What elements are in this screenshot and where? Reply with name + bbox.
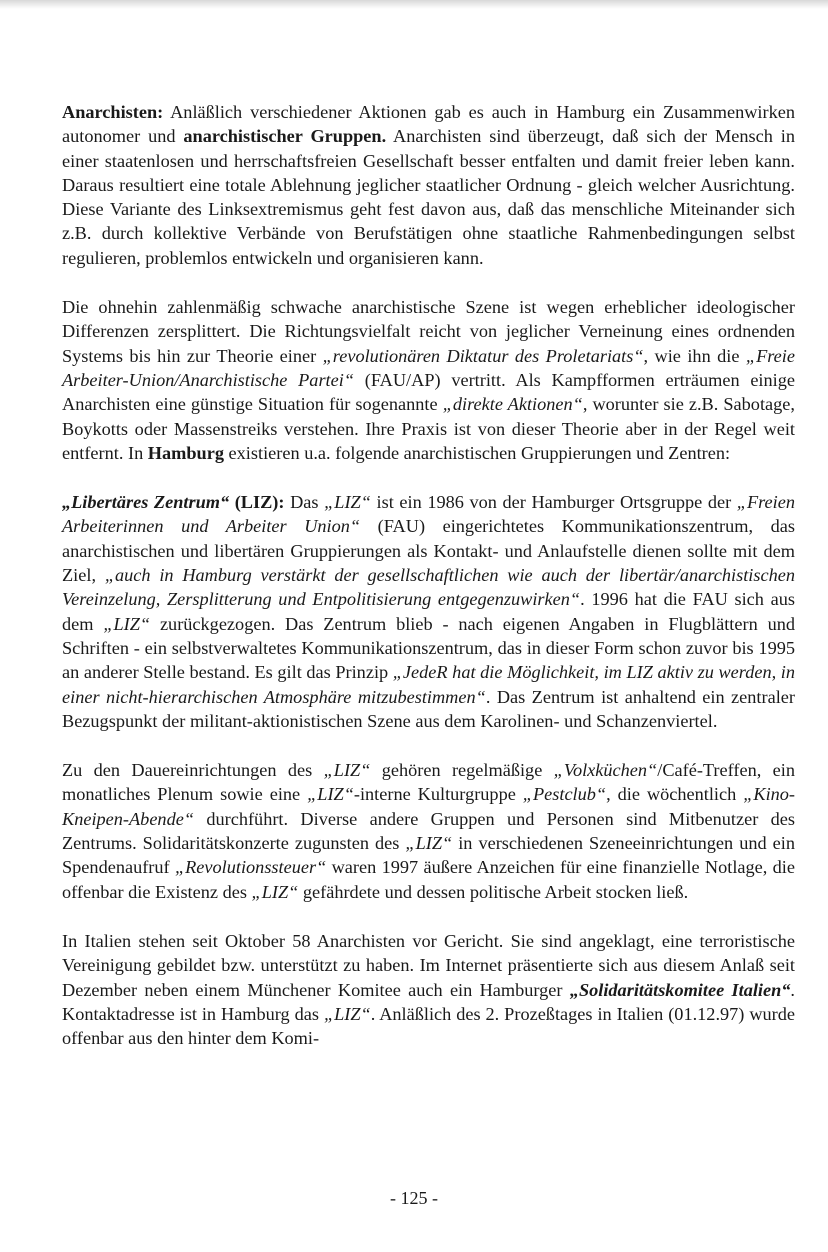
liz-segment: . Das Zentrum ist anhaltend ein zentraler Bezugspunkt der militant-aktionistischen Szene aus dem Karolinen- und Schanzenviertel. [62, 686, 795, 731]
szene-segment: , worunter sie z.B. Sabotage, Boykotts oder Massenstreiks verstehen. Ihre Praxis ist von dieser Theorie aber in der Regel weit entfernt. In [62, 394, 795, 463]
page-number: - 125 - [390, 1188, 438, 1208]
italien-segment: . Kontaktadresse ist in Hamburg das [62, 979, 795, 1024]
dauereinrichtungen-segment: durchführt. Diverse andere Gruppen und Personen sind Mitbenutzer des Zentrums. Solidaritätskonzerte zugunsten des [62, 808, 795, 854]
dauereinrichtungen-segment: „Kino-Kneipen-Abende“ [62, 784, 796, 829]
italien-segment: . Anläßlich des 2. Prozeßtages in Italien (01.12.97) wurde offenbar aus den hinter dem Komi- [62, 1003, 796, 1049]
dauereinrichtungen-segment: gefährdete und dessen politische Arbeit stocken ließ. [298, 881, 689, 902]
liz-segment: . 1996 hat die FAU sich aus dem [62, 589, 795, 634]
dauereinrichtungen-segment: , die wöchentlich [606, 784, 744, 805]
liz-segment: „Libertäres Zentrum“ [62, 492, 230, 513]
anarchisten-segment: Anläßlich verschiedener Aktionen gab es auch in Hamburg ein Zusammenwirken autonomer und [62, 102, 795, 147]
dauereinrichtungen-segment: -interne Kulturgruppe [353, 784, 523, 805]
liz-segment: ist ein 1986 von der Hamburger Ortsgruppe der [370, 492, 737, 513]
document-page [62, 100, 795, 1075]
liz-segment: zurückgezogen. Das Zentrum blieb - nach eigenen Angaben in Flugblättern und Schriften - ein selbstverwaltetes Kommunikationszentrum, das in dieser Form schon zuvor bis 1995 an anderer Stelle bestand. Es gilt das Prinzip [62, 613, 795, 683]
paragraph-italien [62, 929, 795, 1050]
dauereinrichtungen-segment: „LIZ“ [307, 784, 354, 805]
anarchisten-segment: Anarchisten sind überzeugt, daß sich der Mensch in einer staatenlosen und herrschaftsfreien Gesellschaft besser entfalten und damit freier leben kann. Daraus resultiert eine totale Ablehnung jeglicher staatlicher Ordnung - gleich welcher Ausrichtung. Diese Variante des Linksextremismus geht fest davon aus, daß das menschliche Miteinander sich z.B. durch kollektive Verbände von Berufstätigen ohne staatliche Rahmenbedingungen selbst regulieren, problemlos entwickeln und organisieren kann. [62, 126, 795, 268]
dauereinrichtungen-segment: „Volxküchen“ [553, 760, 658, 781]
szene-segment: „direkte Aktionen“ [442, 394, 583, 415]
liz-segment: „LIZ“ [324, 492, 371, 513]
dauereinrichtungen-segment: /Café-Treffen, ein monatliches Plenum sowie eine [62, 760, 795, 805]
szene-segment: „Freie Arbeiter-Union/Anarchistische Partei“ [62, 345, 795, 390]
italien-segment: In Italien stehen seit Oktober 58 Anarchisten vor Gericht. Sie sind angeklagt, eine terroristische Vereinigung gebildet bzw. unterstützt zu haben. Im Internet präsentierte sich aus diesem Anlaß seit Dezember neben einem Münchener Komitee auch ein Hamburger [62, 930, 795, 1000]
liz-segment: „JedeR hat die Möglichkeit, im LIZ aktiv zu werden, in einer nicht-hierarchischen Atmosphäre mitzubestimmen“ [62, 662, 796, 707]
dauereinrichtungen-segment: „Pestclub“ [522, 784, 607, 805]
paragraph-dauereinrichtungen [62, 758, 795, 904]
anarchisten-segment: anarchistischer Gruppen. [183, 126, 387, 147]
paragraph-szene [62, 295, 795, 465]
liz-segment: „Freien Arbeiterinnen und Arbeiter Union“ [62, 492, 795, 537]
dauereinrichtungen-segment: „Revolutionssteuer“ [174, 857, 327, 878]
dauereinrichtungen-segment: „LIZ“ [251, 881, 299, 902]
liz-segment: (LIZ): [229, 492, 285, 513]
dauereinrichtungen-segment: in verschiedenen Szeneeinrichtungen und ein Spendenaufruf [62, 833, 795, 878]
szene-segment: Hamburg [147, 442, 224, 463]
liz-segment: „LIZ“ [103, 613, 151, 634]
dauereinrichtungen-segment: Zu den Dauereinrichtungen des [62, 760, 324, 781]
scan-top-edge [0, 0, 828, 9]
dauereinrichtungen-segment: „LIZ“ [323, 760, 371, 781]
szene-segment: Die ohnehin zahlenmäßig schwache anarchistische Szene ist wegen erheblicher ideologischer Differenzen zersplittert. Die Richtungsvielfalt reicht von jeglicher Verneinung eines ordnenden Systems bis hin zur Theorie einer [62, 297, 795, 366]
italien-segment: „Solidaritätskomitee Italien“ [569, 979, 791, 1000]
liz-segment: (FAU) eingerichtetes Kommunikationszentrum, das anarchistischen und libertären Gruppierungen als Kontakt- und Anlaufstelle dienen sollte mit dem Ziel, [62, 516, 795, 586]
szene-segment: existieren u.a. folgende anarchistischen Gruppierungen und Zentren: [223, 442, 731, 463]
dauereinrichtungen-segment: gehören regelmäßige [370, 760, 554, 781]
paragraph-liz [62, 490, 795, 733]
dauereinrichtungen-segment: waren 1997 äußere Anzeichen für eine finanzielle Notlage, die offenbar die Existenz des [62, 857, 795, 902]
liz-segment: Das [284, 492, 325, 513]
paragraph-anarchisten [62, 100, 795, 270]
italien-segment: „LIZ“ [323, 1003, 371, 1024]
anarchisten-segment: Anarchisten: [62, 102, 164, 122]
szene-segment: „revolutionären Diktatur des Proletariats“ [322, 345, 644, 366]
liz-segment: „auch in Hamburg verstärkt der gesellschaftlichen wie auch der libertär/anarchistischen Vereinzelung, Zersplitterung und Entpolitisierung entgegenzuwirken“ [62, 565, 795, 610]
szene-segment: , wie ihn die [643, 345, 746, 366]
dauereinrichtungen-segment: „LIZ“ [405, 833, 453, 854]
szene-segment: (FAU/AP) vertritt. Als Kampfformen erträumen einige Anarchisten eine günstige Situation für sogenannte [62, 369, 795, 415]
